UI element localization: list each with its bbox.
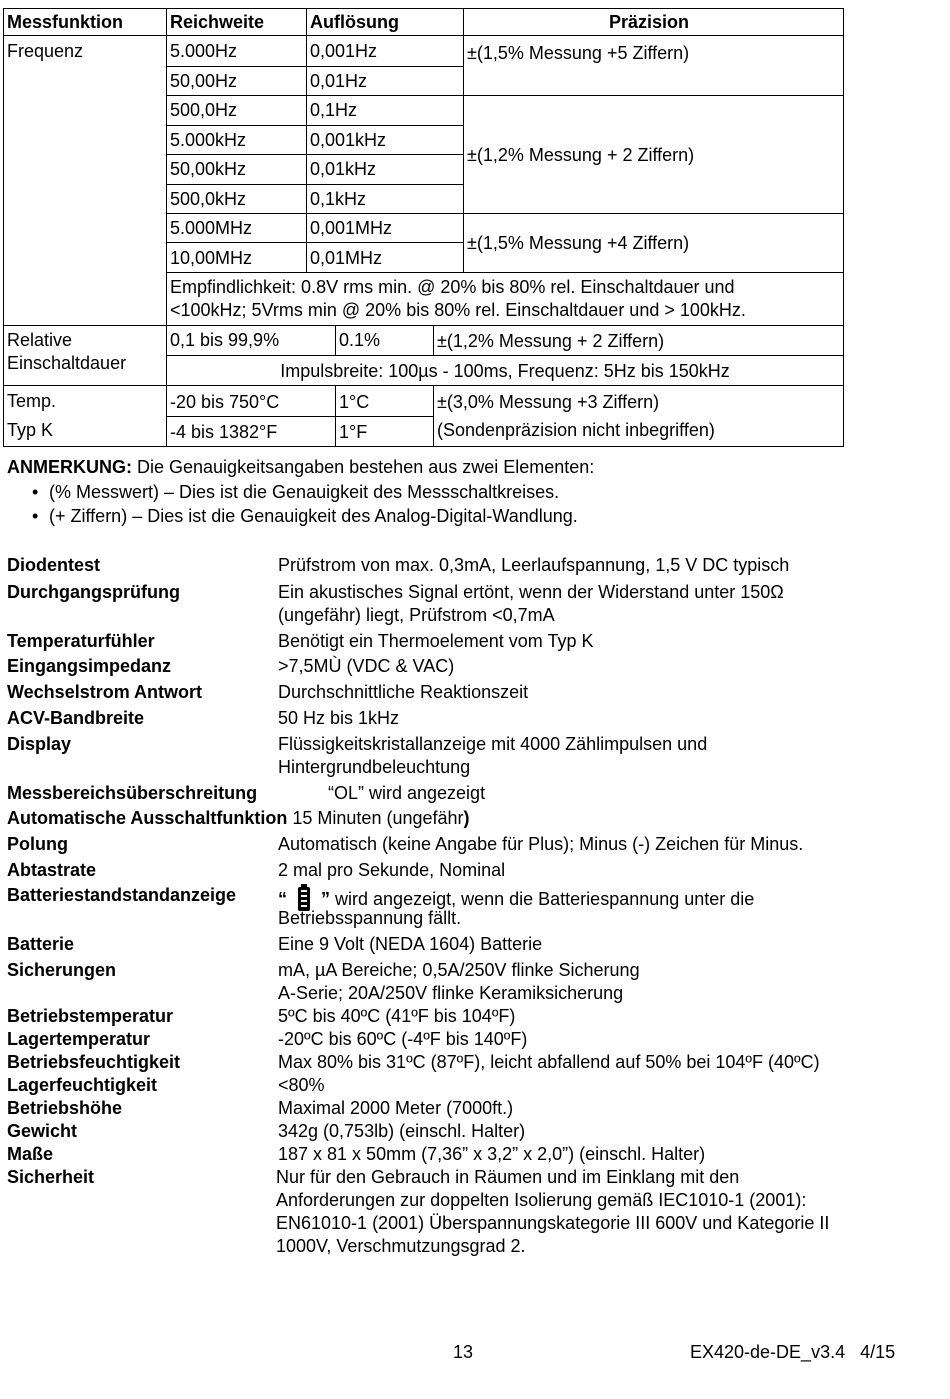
row-label-frequenz: Frequenz [7, 41, 84, 61]
table-cell: 0,1Hz [310, 100, 358, 120]
precision-cell: ±(1,2% Messung + 2 Ziffern) [467, 145, 695, 165]
precision-cell: ±(1,5% Messung +5 Ziffern) [467, 43, 690, 63]
spec-value: (ungefähr) liegt, Prüfstrom <0,7mA [278, 605, 555, 625]
spec-label: Abtastrate [7, 860, 97, 880]
precision-cell: ±(1,2% Messung + 2 Ziffern) [437, 331, 665, 351]
spec-value: Max 80% bis 31ºC (87ºF), leicht abfallend auf 50% bei 104ºF (40ºC) [278, 1052, 820, 1072]
table-cell: 500,0kHz [170, 189, 247, 209]
row-label-duty: Relative [7, 330, 73, 350]
table-cell: 0,1 bis 99,9% [170, 330, 280, 350]
table-cell: 0,001Hz [310, 41, 378, 61]
spec-label: Sicherungen [7, 960, 117, 980]
spec-value: 5ºC bis 40ºC (41ºF bis 104ºF) [278, 1006, 516, 1026]
table-cell: 50,00Hz [170, 71, 238, 91]
spec-value: “OL” wird angezeigt [328, 783, 486, 803]
note-label: ANMERKUNG: [7, 457, 132, 477]
page-number: 13 [453, 1342, 474, 1362]
spec-value: Maximal 2000 Meter (7000ft.) [278, 1098, 514, 1118]
spec-value: Nur für den Gebrauch in Räumen und im Einklang mit den [276, 1167, 740, 1187]
spec-value: mA, µA Bereiche; 0,5A/250V flinke Sicherung [278, 960, 640, 980]
spec-value: Hintergrundbeleuchtung [278, 757, 471, 777]
table-cell: 0,01MHz [310, 248, 383, 268]
note-bullet: (+ Ziffern) – Dies ist die Genauigkeit des Analog-Digital-Wandlung. [49, 506, 578, 526]
note-bullet: (% Messwert) – Dies ist die Genauigkeit des Messschaltkreises. [49, 482, 560, 502]
spec-label: Temperaturfühler [7, 631, 155, 651]
precision-cell: ±(1,5% Messung +4 Ziffern) [467, 233, 690, 253]
spec-label: Gewicht [7, 1121, 78, 1141]
table-cell: 5.000kHz [170, 130, 247, 150]
spec-value: 50 Hz bis 1kHz [278, 708, 400, 728]
precision-cell: ±(3,0% Messung +3 Ziffern) [437, 392, 660, 412]
row-label-duty: Einschaltdauer [7, 353, 127, 373]
spec-value: Ein akustisches Signal ertönt, wenn der Widerstand unter 150Ω [278, 582, 784, 602]
note-text: Die Genauigkeitsangaben bestehen aus zwei Elementen: [132, 457, 595, 477]
sensitivity-note: Empfindlichkeit: 0.8V rms min. @ 20% bis 80% rel. Einschaltdauer und [170, 277, 735, 297]
spec-value: Flüssigkeitskristallanzeige mit 4000 Zählimpulsen und [278, 734, 708, 754]
spec-value: 2 mal pro Sekunde, Nominal [278, 860, 506, 880]
spec-label: Batterie [7, 934, 75, 954]
table-cell: 1°F [339, 422, 368, 442]
row-label-temp: Temp. [7, 391, 57, 411]
quote-open: “ [278, 889, 287, 909]
header-praezision: Präzision [609, 12, 690, 32]
header-aufloesung: Auflösung [310, 12, 399, 32]
spec-value: 342g (0,753lb) (einschl. Halter) [278, 1121, 526, 1141]
spec-value: Betriebsspannung fällt. [278, 908, 462, 928]
spec-value: 1000V, Verschmutzungsgrad 2. [276, 1236, 526, 1256]
spec-value: 187 x 81 x 50mm (7,36” x 3,2” x 2,0”) (einschl. Halter) [278, 1144, 706, 1164]
spec-label: Wechselstrom Antwort [7, 682, 203, 702]
spec-label: Sicherheit [7, 1167, 95, 1187]
table-cell: 0,1kHz [310, 189, 367, 209]
spec-value: -20ºC bis 60ºC (-4ºF bis 140ºF) [278, 1029, 528, 1049]
bullet-icon: • [32, 482, 39, 502]
sensitivity-note: <100kHz; 5Vrms min @ 20% bis 80% rel. Einschaltdauer und > 100kHz. [170, 300, 746, 320]
row-label-temp: Typ K [7, 420, 54, 440]
table-cell: 0,01kHz [310, 159, 377, 179]
spec-label: Lagerfeuchtigkeit [7, 1075, 158, 1095]
spec-value: Automatisch (keine Angabe für Plus); Minus (-) Zeichen für Minus. [278, 834, 804, 854]
spec-value: >7,5MÙ (VDC & VAC) [278, 656, 455, 676]
spec-label: Betriebsfeuchtigkeit [7, 1052, 181, 1072]
spec-value: EN61010-1 (2001) Überspannungskategorie III 600V und Kategorie II [276, 1213, 830, 1233]
spec-value: Benötigt ein Thermoelement vom Typ K [278, 631, 594, 651]
spec-value: Prüfstrom von max. 0,3mA, Leerlaufspannung, 1,5 V DC typisch [278, 555, 790, 575]
table-cell: -20 bis 750°C [170, 392, 280, 412]
table-cell: 0.1% [339, 330, 381, 350]
spec-label: Lagertemperatur [7, 1029, 151, 1049]
spec-label: Batteriestandstandanzeige [7, 885, 237, 905]
document-id: EX420-de-DE_v3.4 4/15 [690, 1342, 896, 1362]
table-cell: 500,0Hz [170, 100, 238, 120]
header-messfunktion: Messfunktion [7, 12, 124, 32]
table-cell: 5.000MHz [170, 218, 253, 238]
spec-label: Eingangsimpedanz [7, 656, 172, 676]
table-cell: 50,00kHz [170, 159, 247, 179]
table-cell: 0,01Hz [310, 71, 368, 91]
spec-label: Betriebstemperatur [7, 1006, 174, 1026]
spec-value: wird angezeigt, wenn die Batteriespannung unter die [330, 889, 755, 909]
spec-label: Durchgangsprüfung [7, 582, 180, 602]
table-cell: 0,001MHz [310, 218, 393, 238]
spec-label: Polung [7, 834, 68, 854]
pulse-note: Impulsbreite: 100µs - 100ms, Frequenz: 5Hz bis 150kHz [280, 361, 730, 381]
spec-label: Automatische Ausschaltfunktion [7, 808, 288, 828]
spec-value: Durchschnittliche Reaktionszeit [278, 682, 529, 702]
spec-label: Diodentest [7, 555, 101, 575]
spec-value: <80% [278, 1075, 325, 1095]
header-reichweite: Reichweite [170, 12, 265, 32]
spec-value: 15 Minuten (ungefähr [292, 808, 464, 828]
spec-label: ACV-Bandbreite [7, 708, 145, 728]
spec-label: Maße [7, 1144, 54, 1164]
precision-cell: (Sondenpräzision nicht inbegriffen) [437, 420, 715, 440]
table-cell: 1°C [339, 392, 370, 412]
table-cell: 0,001kHz [310, 130, 387, 150]
spec-value: Anforderungen zur doppelten Isolierung gemäß IEC1010-1 (2001): [276, 1190, 807, 1210]
table-cell: -4 bis 1382°F [170, 422, 278, 442]
spec-value-suffix: ) [463, 808, 470, 828]
spec-value: Eine 9 Volt (NEDA 1604) Batterie [278, 934, 543, 954]
quote-close: ” [321, 889, 331, 909]
spec-label: Display [7, 734, 72, 754]
spec-label: Betriebshöhe [7, 1098, 123, 1118]
spec-label: Messbereichsüberschreitung [7, 783, 258, 803]
table-cell: 10,00MHz [170, 248, 253, 268]
bullet-icon: • [32, 506, 39, 526]
spec-value: A-Serie; 20A/250V flinke Keramiksicherung [278, 983, 624, 1003]
table-cell: 5.000Hz [170, 41, 238, 61]
